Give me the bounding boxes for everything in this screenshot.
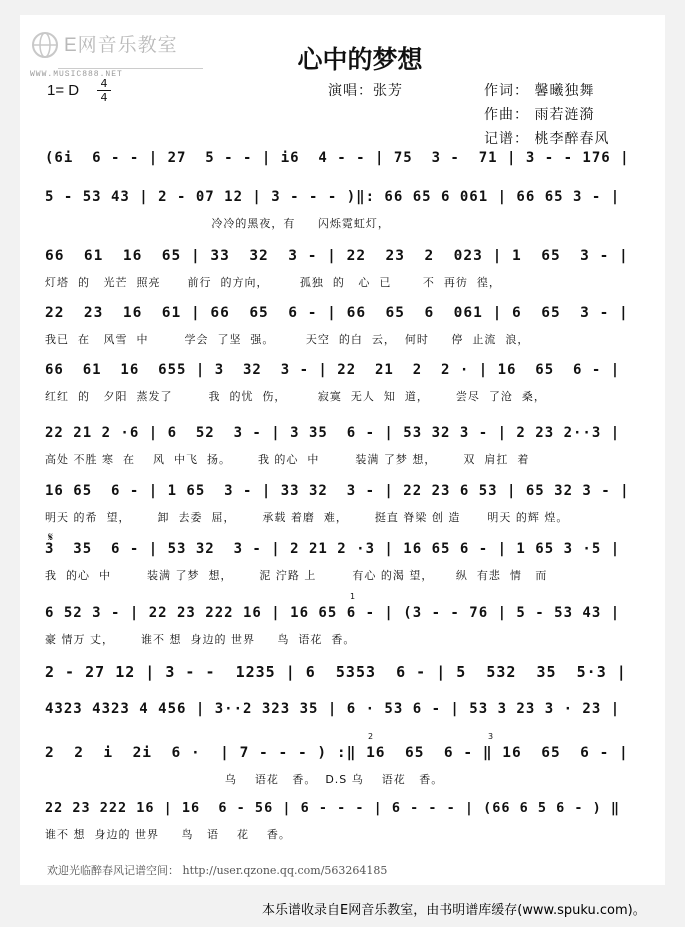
notation-line: 3 35 6 - | 53 32 3 - | 2 21 2 ·3 | 16 65 6 - | 1 65 3 ·5 | — [45, 541, 621, 557]
lyric-line: 冷冷的黑夜，有 闪烁霓虹灯， — [45, 217, 390, 230]
source-note: 本乐谱收录自E网音乐教室，由书明谱库缓存(www.spuku.com)。 — [262, 903, 646, 918]
notation-line: 22 21 2 ·6 | 6 52 3 - | 3 35 6 - | 53 32 3 - | 2 23 2··3 | — [45, 425, 621, 441]
score-row — [45, 362, 630, 412]
segno-sign: 𝄋 — [48, 530, 54, 544]
notation-line: 16 65 6 - | 1 65 3 - | 33 32 3 - | 22 23 6 53 | 65 32 3 - | — [45, 483, 630, 499]
lyric-line: 明天 的希 望， 卸 去委 屈， 承载 着磨 难， 挺直 脊梁 创 造 明天 的辉 煌。 — [45, 511, 569, 524]
singer-credit: 演唱：张芳 — [328, 83, 403, 99]
lyricist-credit: 作词： 馨曦独舞 — [484, 83, 595, 99]
notation-line: 66 61 16 65 | 33 32 3 - | 22 23 2 023 | 1 65 3 - | — [45, 248, 629, 264]
ending-3-label: 3 — [488, 732, 494, 741]
lyric-line: 高处 不胜 寒 在 风 中飞 扬。 我 的心 中 装满 了梦 想， 双 肩扛 着 — [45, 453, 530, 466]
lyric-line: 豪 情万 丈， 谁不 想 身边的 世界 鸟 语花 香。 — [45, 633, 356, 646]
logo-site-name: E网音乐教室 — [64, 35, 178, 56]
score-row — [45, 541, 630, 591]
lyric-line: 谁不 想 身边的 世界 鸟 语 花 香。 — [45, 828, 291, 841]
lyric-line: 灯塔 的 光芒 照亮 前行 的方向， 孤独 的 心 已 不 再彷 徨， — [45, 276, 501, 289]
notation-line: 2 2 i 2i 6 · | 7 - - - ) :‖ 16 65 6 - ‖ 16 65 6 - | — [45, 745, 629, 761]
score-row — [45, 701, 630, 751]
globe-logo-icon — [30, 30, 60, 60]
meter-top: 4 — [100, 77, 108, 90]
notation-line: 22 23 222 16 | 16 6 - 56 | 6 - - - | 6 - - - | (66 6 5 6 - ) ‖ — [45, 800, 621, 816]
score-row — [45, 305, 630, 355]
meter-bottom: 4 — [100, 91, 108, 104]
ending-1-label: 1 — [350, 592, 356, 601]
notation-line: (6i 6 - - | 27 5 - - | i6 4 - - | 75 3 - 71 | 3 - - 176 | — [45, 150, 630, 166]
score-row — [45, 800, 630, 850]
lyric-line: 我已 在 风雪 中 学会 了坚 强。 天空 的白 云， 何时 停 止流 浪， — [45, 333, 530, 346]
score-row — [45, 425, 630, 475]
notation-line: 5 - 53 43 | 2 - 07 12 | 3 - - - )‖: 66 65 6 061 | 66 65 3 - | — [45, 189, 621, 205]
notation-line: 6 52 3 - | 22 23 222 16 | 16 65 6 - | (3 - - 76 | 5 - 53 43 | — [45, 605, 621, 621]
score-row — [45, 189, 630, 239]
key-signature: 1= D — [47, 82, 80, 99]
logo-url: WWW.MUSIC888.NET — [30, 70, 123, 79]
lyric-line: 我 的心 中 装满 了梦 想， 泥 泞路 上 有心 的渴 望， 纵 有悲 情 而 — [45, 569, 548, 582]
score-row — [45, 745, 630, 795]
score-row — [45, 483, 630, 533]
score-row — [45, 605, 630, 655]
time-signature — [97, 78, 111, 103]
transcriber-credit: 记谱： 桃李醉春风 — [484, 131, 610, 147]
notation-line: 2 - 27 12 | 3 - - 1235 | 6 5353 6 - | 5 532 35 5·3 | — [45, 663, 627, 681]
blog-link[interactable]: 欢迎光临醉春风记谱空间： http://user.qzone.qq.com/563264185 — [47, 864, 388, 877]
lyric-line: 乌 语花 香。 D.S 乌 语花 香。 — [45, 773, 444, 786]
ending-2-label: 2 — [368, 732, 374, 741]
site-logo[interactable] — [30, 28, 180, 79]
notation-line: 66 61 16 655 | 3 32 3 - | 22 21 2 2 · | 16 65 6 - | — [45, 362, 621, 378]
lyric-line: 红红 的 夕阳 蒸发了 我 的忧 伤， 寂寞 无人 知 道， 尝尽 了沧 桑， — [45, 390, 546, 403]
notation-line: 4323 4323 4 456 | 3··2 323 35 | 6 · 53 6 - | 53 3 23 3 · 23 | — [45, 701, 621, 717]
composer-credit: 作曲： 雨若涟漪 — [484, 107, 595, 123]
song-title: 心中的梦想 — [297, 45, 423, 74]
notation-line: 22 23 16 61 | 66 65 6 - | 66 65 6 061 | 6 65 3 - | — [45, 305, 629, 321]
score-row — [45, 248, 630, 298]
logo-divider — [58, 68, 203, 69]
